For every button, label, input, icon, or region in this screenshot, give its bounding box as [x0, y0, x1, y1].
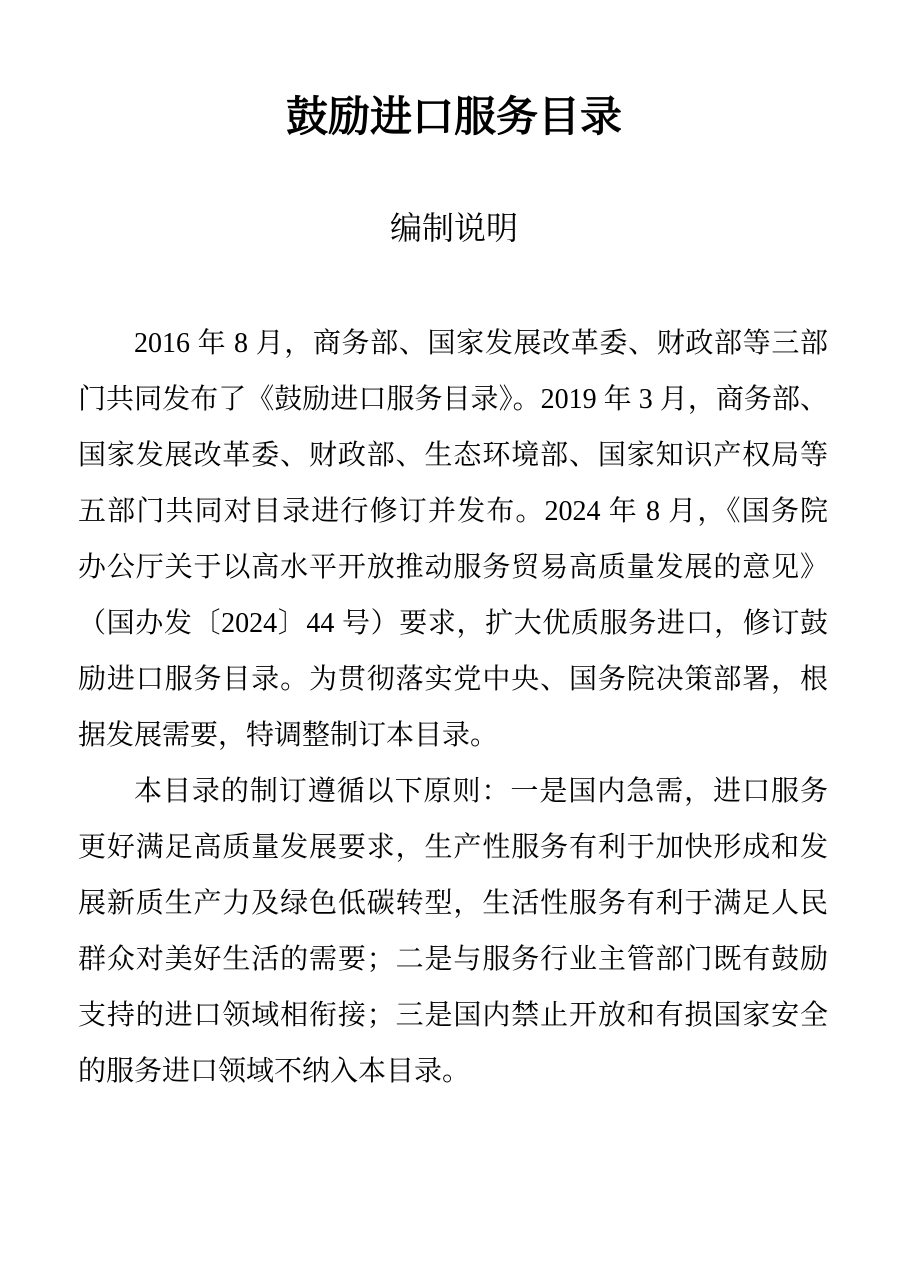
- text-line: 本目录的制订遵循以下原则：一是国内急需，进口服务: [134, 776, 828, 807]
- text-line: 群众对美好生活的需要；二是与服务行业主管部门既有鼓励: [78, 944, 828, 975]
- document-title: 鼓励进口服务目录: [285, 95, 622, 141]
- text-line: 的服务进口领域不纳入本目录。: [78, 1056, 471, 1087]
- text-line: 支持的进口领域相衔接；三是国内禁止开放和有损国家安全: [78, 1000, 828, 1031]
- text-line: 办公厅关于以高水平开放推动服务贸易高质量发展的意见》: [78, 552, 828, 583]
- text-line: （国办发〔2024〕44 号）要求，扩大优质服务进口，修订鼓: [78, 608, 828, 639]
- text-line: 2016 年 8 月，商务部、国家发展改革委、财政部等三部: [134, 328, 828, 359]
- section-heading: 编制说明: [389, 210, 518, 246]
- text-line: 门共同发布了《鼓励进口服务目录》。2019 年 3 月，商务部、: [78, 384, 828, 415]
- document-body: [78, 316, 828, 1100]
- text-line: 励进口服务目录。为贯彻落实党中央、国务院决策部署，根: [78, 664, 828, 695]
- text-line: 展新质生产力及绿色低碳转型，生活性服务有利于满足人民: [78, 888, 828, 919]
- paragraph: [78, 316, 828, 764]
- text-line: 更好满足高质量发展要求，生产性服务有利于加快形成和发: [78, 832, 828, 863]
- text-line: 国家发展改革委、财政部、生态环境部、国家知识产权局等: [78, 440, 828, 471]
- text-line: 据发展需要，特调整制订本目录。: [78, 720, 499, 751]
- paragraph: [78, 764, 828, 1100]
- text-line: 五部门共同对目录进行修订并发布。2024 年 8 月，《国务院: [78, 496, 828, 527]
